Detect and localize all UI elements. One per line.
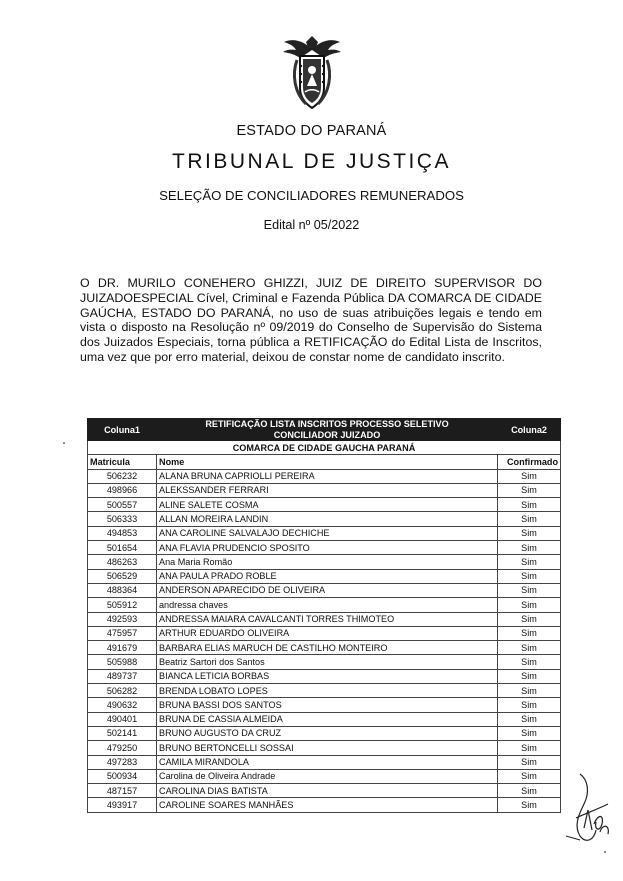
nome-cell: ALEKSSANDER FERRARI — [157, 483, 498, 497]
table-row — [88, 741, 561, 755]
matricula-cell: 502141 — [88, 726, 157, 740]
table-row — [88, 512, 561, 526]
nome-cell: CAROLINA DIAS BATISTA — [157, 784, 498, 798]
nome-header: Nome — [157, 455, 498, 469]
candidates-table — [87, 418, 561, 813]
table-row — [88, 712, 561, 726]
matricula-cell: 505912 — [88, 598, 157, 612]
confirmado-cell: Sim — [498, 583, 561, 597]
table-row — [88, 784, 561, 798]
nome-cell: ALANA BRUNA CAPRIOLLI PEREIRA — [157, 469, 498, 483]
table-title-line2: CONCILIADOR JUIZADO — [157, 430, 498, 441]
matricula-cell: 506333 — [88, 512, 157, 526]
nome-cell: BIANCA LETICIA BORBAS — [157, 669, 498, 683]
confirmado-cell: Sim — [498, 655, 561, 669]
body-paragraph: O DR. MURILO CONEHERO GHIZZI, JUIZ DE DIREITO SUPERVISOR DO JUIZADOESPECIAL Cível, Criminal e Fazenda Pública DA COMARCA DE CIDADE GAÚCHA, ESTADO DO PARANÁ, no uso de suas atribuições legais e tendo em vista o disposto na Resolução nº 09/2019 do Conselho de Supervisão do Sistema dos Juizados Especiais, torna pública a RETIFICAÇÃO do Edital Lista de Inscritos, uma vez que por erro material, deixou de constar nome de candidato inscrito. — [80, 276, 542, 364]
nome-cell: Ana Maria Romão — [157, 555, 498, 569]
confirmado-cell: Sim — [498, 612, 561, 626]
confirmado-cell: Sim — [498, 541, 561, 555]
nome-cell: ANDERSON APARECIDO DE OLIVEIRA — [157, 583, 498, 597]
confirmado-cell: Sim — [498, 626, 561, 640]
confirmado-cell: Sim — [498, 569, 561, 583]
matricula-cell: 506282 — [88, 684, 157, 698]
table-row — [88, 669, 561, 683]
table-row — [88, 526, 561, 540]
scan-speck — [63, 442, 65, 444]
confirmado-cell: Sim — [498, 641, 561, 655]
nome-cell: andressa chaves — [157, 598, 498, 612]
table-row — [88, 598, 561, 612]
table-row — [88, 569, 561, 583]
nome-cell: BRUNO BERTONCELLI SOSSAI — [157, 741, 498, 755]
confirmado-cell: Sim — [498, 669, 561, 683]
table-row — [88, 698, 561, 712]
matricula-cell: 505988 — [88, 655, 157, 669]
confirmado-cell: Sim — [498, 698, 561, 712]
confirmado-cell: Sim — [498, 684, 561, 698]
matricula-cell: 494853 — [88, 526, 157, 540]
selection-title: SELEÇÃO DE CONCILIADORES REMUNERADOS — [159, 188, 464, 203]
matricula-cell: 506232 — [88, 469, 157, 483]
matricula-cell: 490632 — [88, 698, 157, 712]
table-row — [88, 641, 561, 655]
table-row — [88, 655, 561, 669]
table-row — [88, 469, 561, 483]
confirmado-cell: Sim — [498, 769, 561, 783]
handwritten-signature-icon — [560, 770, 616, 850]
matricula-cell: 488364 — [88, 583, 157, 597]
confirmado-header: Confirmado — [498, 455, 561, 469]
nome-cell: ALLAN MOREIRA LANDIN — [157, 512, 498, 526]
matricula-cell: 506529 — [88, 569, 157, 583]
table-row — [88, 483, 561, 497]
matricula-header: Matricula — [88, 455, 157, 469]
table-row — [88, 755, 561, 769]
nome-cell: ANA PAULA PRADO ROBLE — [157, 569, 498, 583]
table-row — [88, 726, 561, 740]
table-row — [88, 555, 561, 569]
confirmado-cell: Sim — [498, 755, 561, 769]
table-row — [88, 626, 561, 640]
matricula-cell: 492593 — [88, 612, 157, 626]
table-row — [88, 612, 561, 626]
confirmado-cell: Sim — [498, 784, 561, 798]
matricula-cell: 486263 — [88, 555, 157, 569]
state-name: ESTADO DO PARANÁ — [236, 123, 387, 139]
table-row — [88, 684, 561, 698]
confirmado-cell: Sim — [498, 526, 561, 540]
matricula-cell: 501654 — [88, 541, 157, 555]
column2-header: Coluna2 — [498, 419, 561, 441]
table-row — [88, 798, 561, 812]
coat-of-arms-icon — [280, 36, 344, 110]
matricula-cell: 497283 — [88, 755, 157, 769]
nome-cell: BRENDA LOBATO LOPES — [157, 684, 498, 698]
matricula-cell: 475957 — [88, 626, 157, 640]
table-row — [88, 583, 561, 597]
nome-cell: Beatriz Sartori dos Santos — [157, 655, 498, 669]
matricula-cell: 479250 — [88, 741, 157, 755]
column1-header: Coluna1 — [88, 419, 157, 441]
nome-cell: BRUNA BASSI DOS SANTOS — [157, 698, 498, 712]
confirmado-cell: Sim — [498, 598, 561, 612]
confirmado-cell: Sim — [498, 726, 561, 740]
matricula-cell: 500557 — [88, 498, 157, 512]
matricula-cell: 487157 — [88, 784, 157, 798]
confirmado-cell: Sim — [498, 798, 561, 812]
confirmado-cell: Sim — [498, 469, 561, 483]
table-row — [88, 769, 561, 783]
nome-cell: CAMILA MIRANDOLA — [157, 755, 498, 769]
table-title-line1: RETIFICAÇÃO LISTA INSCRITOS PROCESSO SELETIVO — [157, 419, 498, 430]
matricula-cell: 498966 — [88, 483, 157, 497]
confirmado-cell: Sim — [498, 741, 561, 755]
nome-cell: ANA FLAVIA PRUDENCIO SPOSITO — [157, 541, 498, 555]
comarca-header: COMARCA DE CIDADE GAUCHA PARANÁ — [88, 441, 561, 455]
nome-cell: BRUNA DE CASSIA ALMEIDA — [157, 712, 498, 726]
nome-cell: ARTHUR EDUARDO OLIVEIRA — [157, 626, 498, 640]
confirmado-cell: Sim — [498, 498, 561, 512]
nome-cell: ALINE SALETE COSMA — [157, 498, 498, 512]
confirmado-cell: Sim — [498, 483, 561, 497]
scan-speck — [604, 851, 606, 853]
matricula-cell: 493917 — [88, 798, 157, 812]
matricula-cell: 489737 — [88, 669, 157, 683]
table-row — [88, 541, 561, 555]
matricula-cell: 490401 — [88, 712, 157, 726]
table-row — [88, 498, 561, 512]
edital-number: Edital nº 05/2022 — [263, 218, 360, 232]
nome-cell: ANDRESSA MAIARA CAVALCANTI TORRES THIMOTEO — [157, 612, 498, 626]
nome-cell: BARBARA ELIAS MARUCH DE CASTILHO MONTEIRO — [157, 641, 498, 655]
confirmado-cell: Sim — [498, 512, 561, 526]
confirmado-cell: Sim — [498, 555, 561, 569]
court-name: TRIBUNAL DE JUSTIÇA — [172, 150, 451, 173]
matricula-cell: 491679 — [88, 641, 157, 655]
nome-cell: BRUNO AUGUSTO DA CRUZ — [157, 726, 498, 740]
nome-cell: CAROLINE SOARES MANHÃES — [157, 798, 498, 812]
nome-cell: ANA CAROLINE SALVALAJO DECHICHE — [157, 526, 498, 540]
confirmado-cell: Sim — [498, 712, 561, 726]
matricula-cell: 500934 — [88, 769, 157, 783]
nome-cell: Carolina de Oliveira Andrade — [157, 769, 498, 783]
